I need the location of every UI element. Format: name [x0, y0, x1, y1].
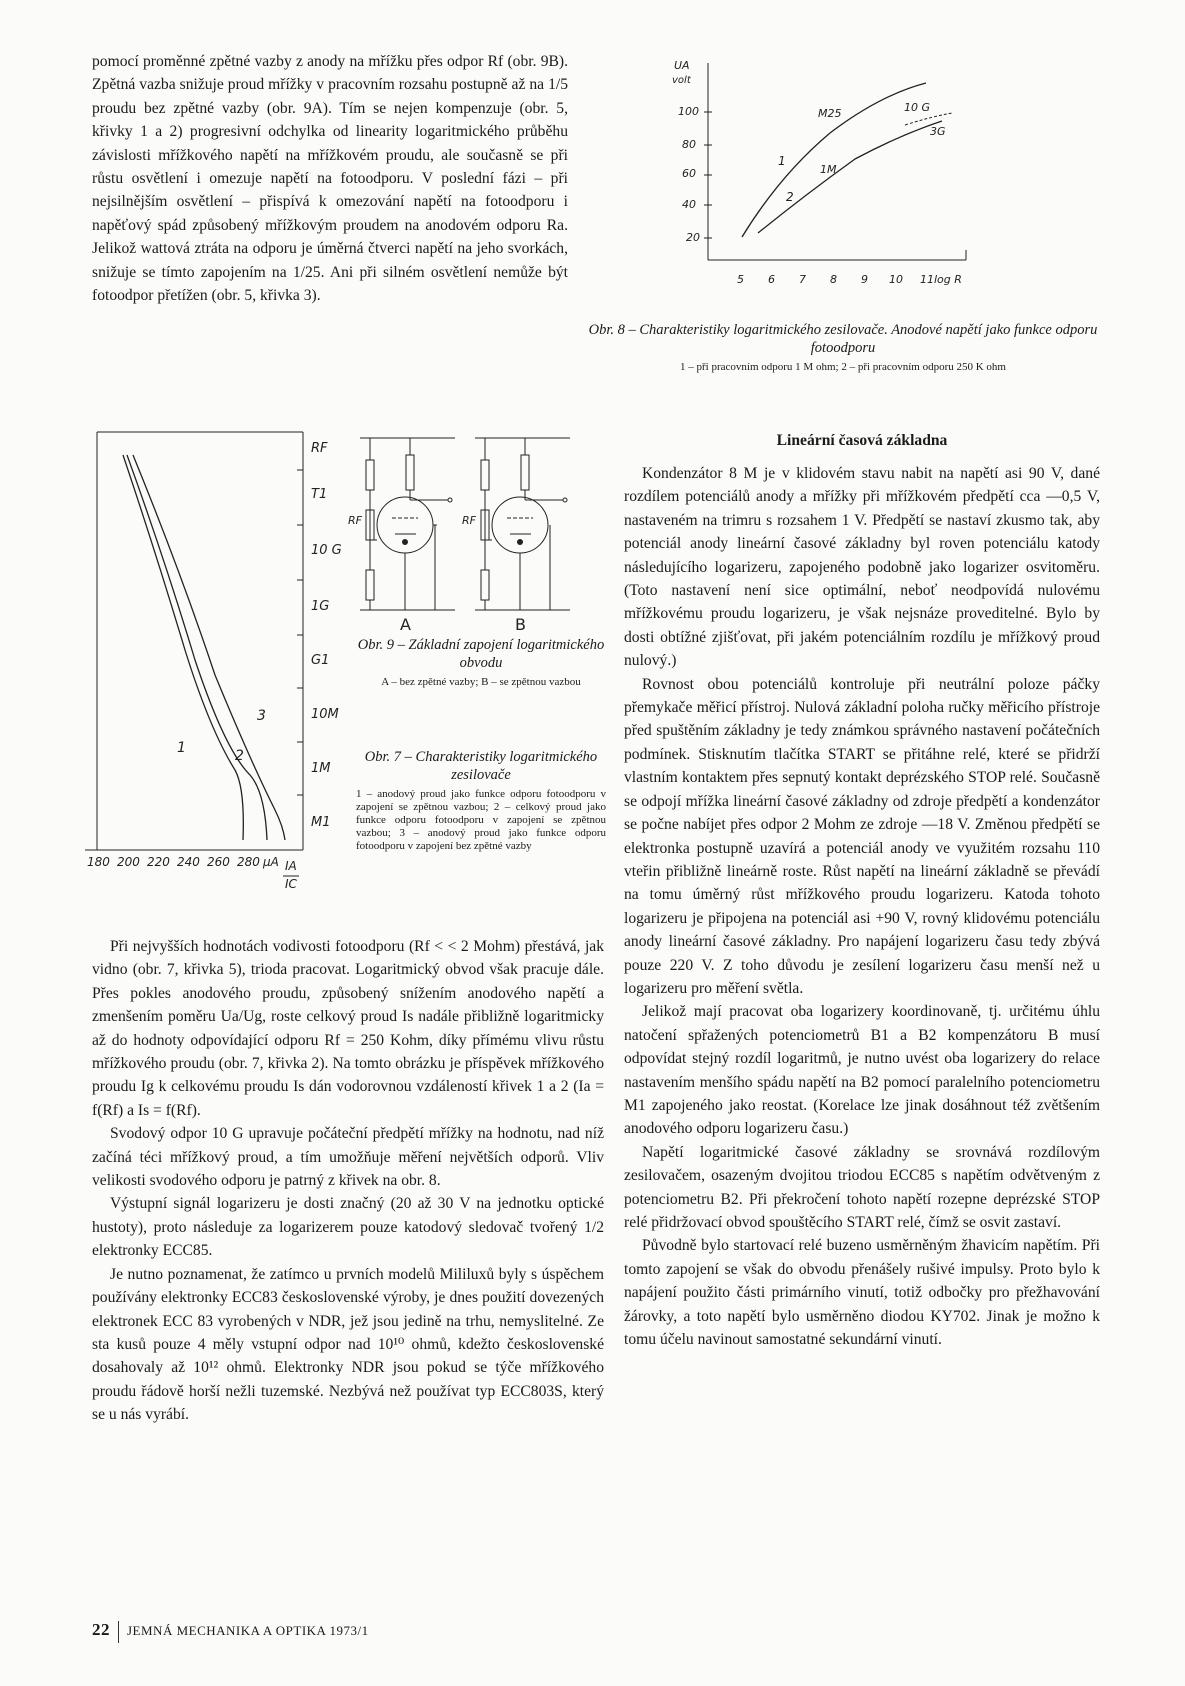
- fig8-label-3g: 3G: [930, 125, 946, 138]
- paragraph: Výstupní signál logarizeru je dosti značný (20 až 30 V na jednotku optické hustoty), proto následuje za logarizerem pouze katodový sledovač tvořený 1/2 elektronky ECC85.: [92, 1195, 604, 1260]
- paragraph: Napětí logaritmické časové základny se srovnává rozdílovým zesilovačem, osazeným dvojitou triodou ECC85 s napětím odvětveným z potenciometru B2. Při překročení tohoto napětí rozepne deprézské STOP relé přidržovací obvod spouštěcího START relé, čímž se osvit zastaví.: [624, 1143, 1100, 1231]
- page-number: 22: [92, 1620, 110, 1639]
- fig8-label-m25: M25: [818, 107, 842, 120]
- circuit-b: [475, 438, 570, 610]
- fig7-right-label: M1: [311, 815, 331, 830]
- fig8-ytick: 60: [682, 167, 696, 180]
- fig9-caption-block: [356, 636, 606, 689]
- col1-top-text: [92, 50, 568, 307]
- fig7-curve-label-2: 2: [235, 748, 244, 764]
- fig7-curve-label-1: 1: [177, 740, 186, 756]
- section-heading: Lineární časová základna: [776, 432, 948, 449]
- fig7-xtick: 260: [207, 855, 230, 869]
- fig9-label-b: B: [515, 615, 526, 634]
- fig9-rf-b: RF: [462, 514, 476, 527]
- circuit-a: [360, 438, 455, 610]
- fig8-caption: Obr. 8 – Charakteristiky logaritmického zesilovače. Anodové napětí jako funkce odporu fotoodporu: [588, 322, 1098, 356]
- fig8-label-2: 2: [786, 190, 794, 204]
- paragraph: Při nejvyšších hodnotách vodivosti fotoodporu (Rf < < 2 Mohm) přestává, jak vidno (obr. 7, křivka 5), trioda pracovat. Logaritmický obvod však pracuje dále. Přes pokles anodového proudu, způsobený snížením anodového napětí a zmenšením poměru Ua/Ug, roste celkový proud Is nadále přibližně logaritmicky až do hodnoty odpovídající odporu Rf = 250 Kohm, díky přímému vlivu růstu mřížkového proudu (obr. 7, křivka 2). Na tomto obrázku je příspěvek mřížkového proudu Ig k celkovému proudu Is dán vodorovnou vzdáleností křivek 1 a 2 (Ia = f(Rf) a Is = f(Rf).: [92, 938, 604, 1119]
- fig8-ytick: 40: [682, 198, 696, 211]
- figure-8-chart: [630, 55, 1050, 295]
- fig8-ytick: 80: [682, 138, 696, 151]
- fig8-ytick: 20: [686, 231, 700, 244]
- fig8-xtick: 7: [799, 273, 806, 286]
- figure-7-chart: [85, 430, 365, 890]
- fig7-right-label: T1: [311, 487, 328, 502]
- paragraph: pomocí proměnné zpětné vazby z anody na mřížku přes odpor Rf (obr. 9B). Zpětná vazba snižuje proud mřížky v pracovním rozsahu postupně až na 1/5 proudu bez zpětné vazby (obr. 9A). Tím se nejen kompenzuje (obr. 5, křivky 1 a 2) progresivní odchylka od linearity logaritmického průběhu závislosti mřížkového napětí na mřížkovém proudu, ale současně se při růstu osvětlení i omezuje napětí na fotoodporu. V poslední fázi – při nejsilnějším osvětlení – přispívá k omezování napětí na fotoodporu i napěťový spád způsobený mřížkovým proudem na anodovém odporu Ra. Jelikož wattová ztráta na odporu je úměrná čtverci napětí na jeho svorkách, snižuje se tímto zapojením na 1/25. Ani při silném osvětlení nemůže být fotoodpor přetížen (obr. 5, křivka 3).: [92, 53, 568, 305]
- fig9-rf-a: RF: [348, 514, 362, 527]
- fig8-legend: 1 – při pracovním odporu 1 M ohm; 2 – při pracovním odporu 250 K ohm: [680, 361, 1006, 373]
- fig7-xtick: 180: [87, 855, 110, 869]
- figure-9-circuit: [348, 430, 610, 634]
- fig9-caption: Obr. 9 – Základní zapojení logaritmického obvodu: [357, 637, 605, 671]
- fig7-legend: 1 – anodový proud jako funkce odporu fotoodporu v zapojení se zpětnou vazbou; 2 – celkový proud jako funkce odporu fotoodporu v zapojení se zpětnou vazbou; 3 – anodový proud jako funkce odporu fotoodporu v zapojení bez zpětné vazby: [356, 788, 606, 852]
- fig9-legend: A – bez zpětné vazby; B – se zpětnou vazbou: [381, 676, 581, 688]
- fig7-caption: Obr. 7 – Charakteristiky logaritmického zesilovače: [364, 749, 598, 783]
- col1-bottom-text: [92, 935, 604, 1427]
- fig8-curve-3g: [905, 113, 952, 125]
- fig7-xtick: 200: [117, 855, 140, 869]
- fig7-xunit: μA: [263, 855, 279, 869]
- page-footer: [92, 1620, 369, 1643]
- fig7-right-label: 1M: [311, 761, 331, 776]
- fig7-right-label: 10M: [311, 707, 339, 722]
- fig8-label-1m: 1M: [820, 163, 837, 176]
- paragraph: Původně bylo startovací relé buzeno usměrněným žhavicím napětím. Při tomto zapojení se však do obvodu přenášely rušivé impulsy. Proto bylo k napájení použito části primárního vinutí, totiž odbočky pro přežhavování žárovky, a toto napětí bylo usměrněno diodou KY702. Jinak je možno k tomu účelu navinout samostatné sekundární vinutí.: [624, 1237, 1100, 1349]
- paragraph: Rovnost obou potenciálů kontroluje při neutrální poloze páčky přemykače měřicí přístroj. Nulová základní poloha ručky měřicího přístroje před spuštěním základny je tedy známkou správného nastavení počátečních podmínek. Stisknutím tlačítka START se přitáhne relé, které se přidrží vlastním kontaktem přes sepnutý kontakt deprézského STOP relé. Současně se odpojí mřížka lineární časové základny od zdroje předpětí a kondenzátor se počne nabíjet přes odpor 2 Mohm ze zdroje —18 V. Změnou předpětí se elektronka postupně uzavírá a potenciál anody ve využitém rozsahu 110 vteřin přibližně lineárně roste. Růst napětí na lineární základně se převádí na tomu úměrný růst mřížkového proudu logarizeru. Katoda tohoto logarizeru je připojena na potenciál asi +90 V, rovný klidovému potenciálu anody lineární časové základny. Pro napájení logarizeru času tedy zbývá pouze 220 V. Z toho důvodu je zesílení logarizeru času menší než u logarizeru pro měření světla.: [624, 675, 1100, 997]
- fig7-right-label: 10 G: [311, 543, 342, 558]
- fig7-ia-label: IA: [285, 859, 297, 873]
- paragraph: Kondenzátor 8 M je v klidovém stavu nabit na napětí asi 90 V, dané rozdílem potenciálů anody a mřížky při mřížkovém předpětí cca —0,5 V, nastaveném na trimru s rozsahem 1 V. Předpětí se nastaví zkusmo tak, aby potenciál anody lineární časové základny byl roven potenciálu katody následujícího logarizeru, zapojeného podobně jako logarizer osvitoměru. (Toto nastavení není sice optimální, neboť neodpovídá nulovému mřížkovému proudu logarizeru, je však nejsnáze proveditelné. Bylo by dosti obtížné zjišťovat, při jakém potenciálním rozdílu je mřížkový proud nulový.): [624, 465, 1100, 670]
- fig8-label-10g: 10 G: [904, 101, 931, 114]
- fig8-ylabel: UA: [674, 59, 690, 72]
- fig7-right-label: RF: [311, 441, 328, 456]
- col2-text: [624, 462, 1100, 1351]
- fig7-xtick: 220: [147, 855, 170, 869]
- fig7-curve-label-3: 3: [257, 708, 266, 724]
- fig8-label-1: 1: [778, 154, 786, 168]
- journal-name: JEMNÁ MECHANIKA A OPTIKA 1973/1: [127, 1623, 369, 1638]
- paragraph: Je nutno poznamenat, že zatímco u prvních modelů Mililuxů byly s úspěchem používány elektronky ECC83 československé výroby, je dnes použití dovezených elektronek ECC 83 vyrobených v NDR, jež jsou jedině na trhu, nemyslitelné. Ze sta kusů pouze 4 měly vstupní odpor nad 10¹⁰ ohmů, kdežto československé dosahovaly až 10¹² ohmů. Elektronky NDR jsou pokud se týče mřížkového proudu řádově horší nežli tuzemské. Nezbývá než používat typ ECC803S, který se u nás vyrábí.: [92, 1265, 604, 1424]
- fig7-caption-block: [356, 748, 606, 853]
- fig8-xtick: 10: [889, 273, 903, 286]
- fig8-xtick: 5: [737, 273, 744, 286]
- figure-8: [588, 55, 1098, 373]
- fig7-xtick: 240: [177, 855, 200, 869]
- fig8-xtick: 6: [768, 273, 775, 286]
- fig7-right-label: G1: [311, 653, 330, 668]
- fig8-ylabel-unit: volt: [672, 75, 691, 86]
- fig7-curve-1: [123, 455, 243, 840]
- footer-divider: [118, 1621, 119, 1643]
- fig7-curve-2: [127, 455, 267, 840]
- fig7-right-label: 1G: [311, 599, 330, 614]
- fig8-ytick: 100: [678, 105, 699, 118]
- fig8-xtick: 9: [861, 273, 868, 286]
- fig7-ic-label: IC: [285, 877, 297, 891]
- paragraph: Jelikož mají pracovat oba logarizery koordinovaně, tj. určitému úhlu natočení spřažených potenciometrů B1 a B2 kompenzátoru B musí odpovídat stejný rozdíl logaritmů, je nutno uvést oba logarizery do relace nastavením menšího spádu napětí na B2 pomocí paralelního potenciometru M1 zapojeného jako reostat. (Korelace lze jinak dosáhnout též zvětšením anodového odporu logarizeru času.): [624, 1003, 1100, 1138]
- fig8-xtick: 8: [830, 273, 837, 286]
- fig7-xtick: 280: [237, 855, 260, 869]
- fig7-curve-3: [133, 455, 285, 840]
- fig9-label-a: A: [400, 615, 411, 634]
- fig8-xtick: 11: [920, 273, 934, 286]
- figure-7: [85, 430, 365, 890]
- fig8-xlabel: log R: [934, 273, 962, 286]
- paragraph: Svodový odpor 10 G upravuje počáteční předpětí mřížky na hodnotu, nad níž začíná téci mřížkový proud, a tím umožňuje měření největších odporů. Vliv velikosti svodového odporu je patrný z křivek na obr. 8.: [92, 1125, 604, 1190]
